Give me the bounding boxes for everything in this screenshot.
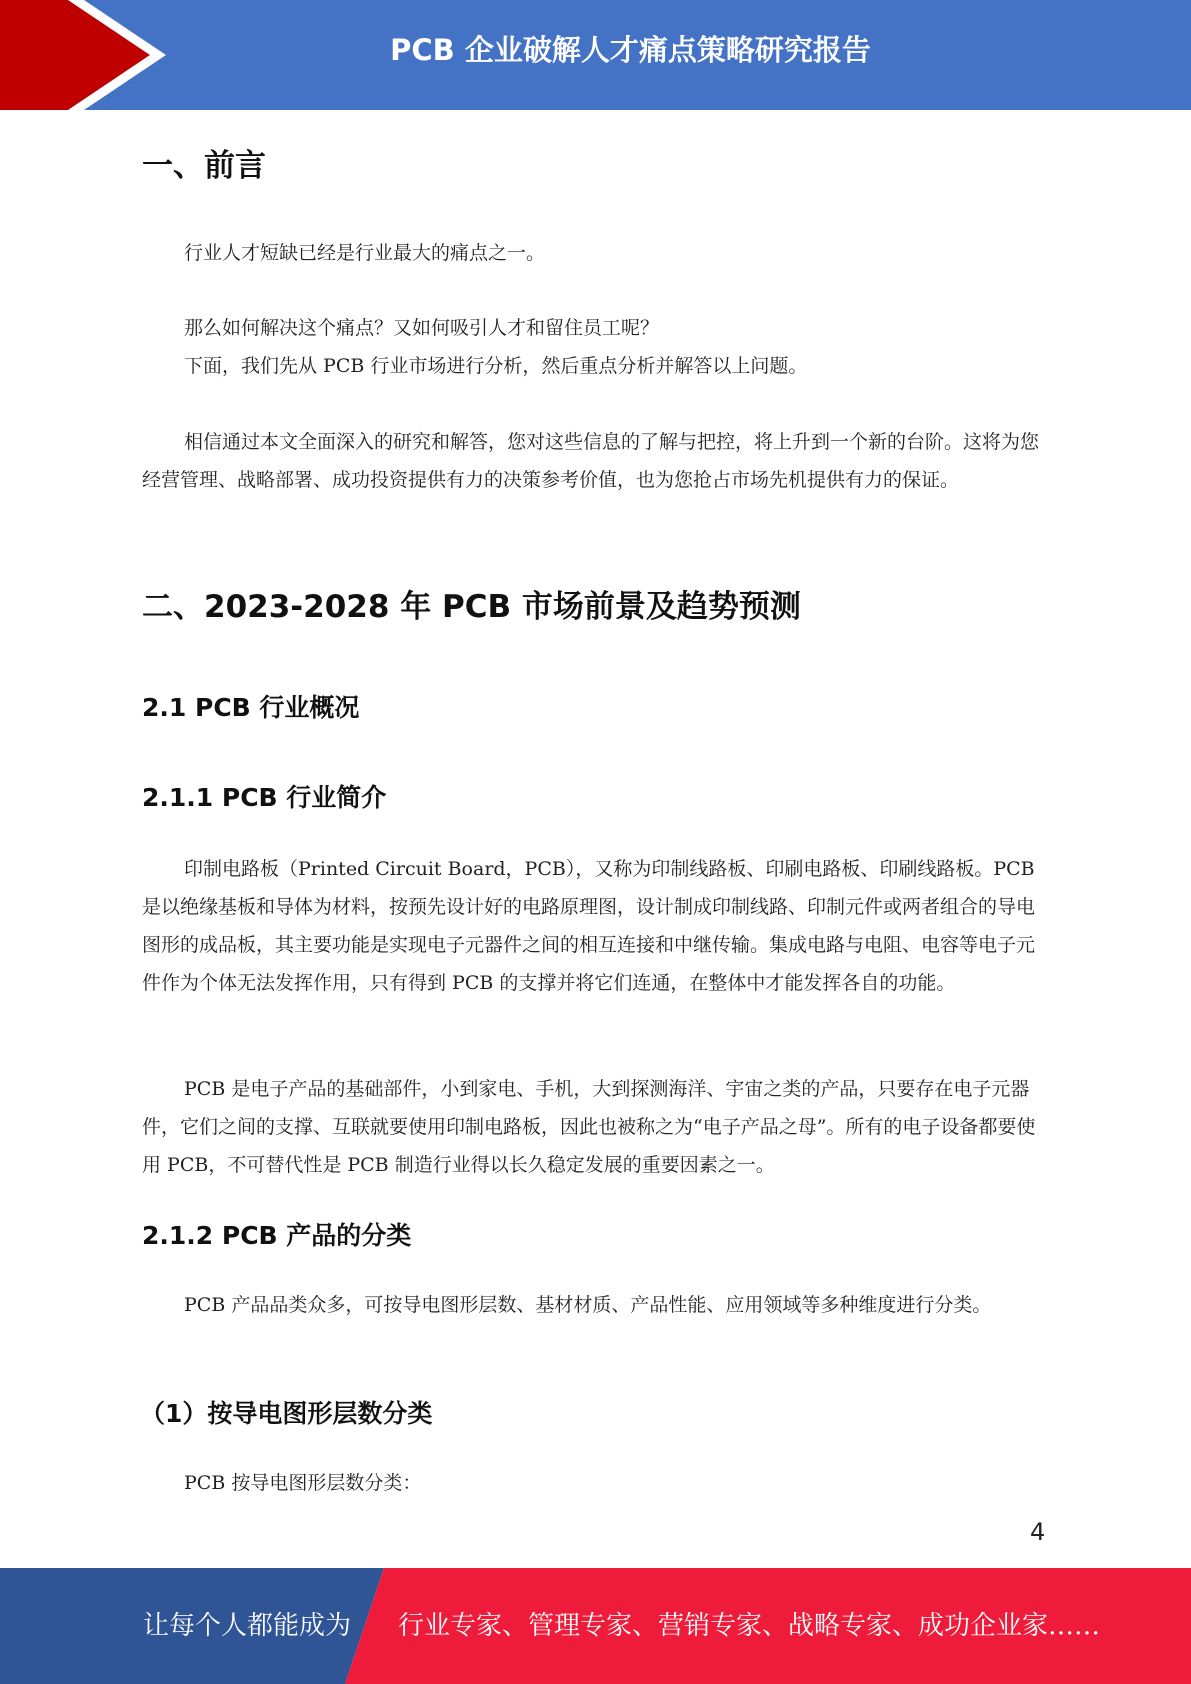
page-header bbox=[0, 0, 1191, 110]
section-2-1-1-paragraph-1: 印制电路板（Printed Circuit Board，PCB），又称为印制线路板、印刷电路板、印刷线路板。PCB 是以绝缘基板和导体为材料，按预先设计好的电路原理图，设计制成印制线路、印制元件或两者组合的导电图形的成品板，其主要功能是实现电子元器件之间的相互连接和中继传输。集成电路与电阻、电容等电子元件作为个体无法发挥作用，只有得到 PCB 的支撑并将它们连通，在整体中才能发挥各自的功能。 bbox=[142, 858, 1036, 994]
header-title: PCB 企业破解人才痛点策略研究报告 bbox=[390, 33, 871, 67]
section-2-heading: 二、2023-2028 年 PCB 市场前景及趋势预测 bbox=[142, 589, 801, 625]
section-2-1-2-sub-1-heading: （1）按导电图形层数分类 bbox=[140, 1399, 433, 1428]
section-1-paragraph-3: 下面，我们先从 PCB 行业市场进行分析，然后重点分析并解答以上问题。 bbox=[184, 355, 808, 377]
section-2-1-heading: 2.1 PCB 行业概况 bbox=[142, 693, 360, 722]
section-1-paragraph-2: 那么如何解决这个痛点？又如何吸引人才和留住员工呢？ bbox=[184, 317, 660, 339]
footer-slogan-left: 让每个人都能成为 bbox=[143, 1611, 352, 1641]
section-2-1-1-heading: 2.1.1 PCB 行业简介 bbox=[142, 783, 387, 812]
section-1-heading: 一、前言 bbox=[142, 148, 266, 184]
footer-slogan-right: 行业专家、管理专家、营销专家、战略专家、成功企业家…… bbox=[398, 1611, 1101, 1641]
section-2-1-2-sub-1-paragraph-1: PCB 按导电图形层数分类： bbox=[184, 1472, 422, 1494]
page-number: 4 bbox=[1030, 1518, 1046, 1546]
section-1-paragraph-1: 行业人才短缺已经是行业最大的痛点之一。 bbox=[184, 242, 546, 264]
page-footer bbox=[0, 1568, 1191, 1684]
section-2-1-2-paragraph-1: PCB 产品品类众多，可按导电图形层数、基材材质、产品性能、应用领域等多种维度进行分类。 bbox=[184, 1294, 992, 1316]
section-2-1-2-heading: 2.1.2 PCB 产品的分类 bbox=[142, 1221, 412, 1250]
section-1-paragraph-4: 相信通过本文全面深入的研究和解答，您对这些信息的了解与把控，将上升到一个新的台阶。这将为您经营管理、战略部署、成功投资提供有力的决策参考价值，也为您抢占市场先机提供有力的保证。 bbox=[142, 431, 1040, 491]
section-2-1-1-paragraph-2: PCB 是电子产品的基础部件，小到家电、手机，大到探测海洋、宇宙之类的产品，只要存在电子元器件，它们之间的支撑、互联就要使用印制电路板，因此也被称之为“电子产品之母”。所有的电子设备都要使用 PCB，不可替代性是 PCB 制造行业得以长久稳定发展的重要因素之一。 bbox=[142, 1078, 1036, 1176]
